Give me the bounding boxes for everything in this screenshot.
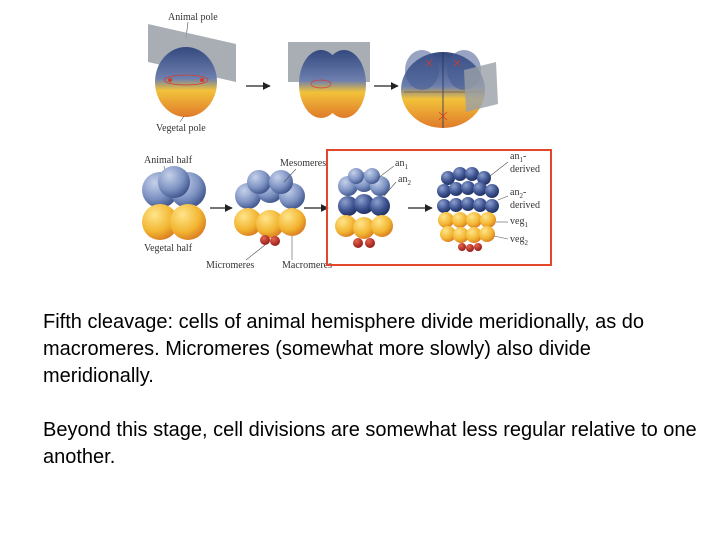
cleavage-plane-3 [464, 62, 498, 112]
embryo-cleavage-diagram [108, 0, 560, 296]
caption-paragraph-1: Fifth cleavage: cells of animal hemisphere divide meridionally, as do macromeres. Micromeres (somewhat more slowly) also divide meridionally. [43, 311, 645, 387]
first-cleavage-stage [148, 12, 236, 134]
caption-paragraph-2: Beyond this stage, cell divisions are somewhat less regular relative to one another. [43, 419, 697, 468]
an2-label: $an_2$ [398, 174, 411, 187]
four-cell-stage [401, 50, 498, 128]
micromeres-label: Micromeres [206, 260, 255, 271]
vegetal-half-label: Vegetal half [144, 243, 193, 254]
macromeres-label: Macromeres [282, 260, 332, 271]
an1-derived-label-2: derived [510, 164, 540, 175]
an1-label: $an_1$ [395, 158, 408, 171]
vegetal-pole-label: Vegetal pole [156, 123, 206, 134]
an2-derived-label-2: derived [510, 200, 540, 211]
animal-half-label: Animal half [144, 155, 193, 166]
veg1-label: veg$_1$ [510, 216, 528, 229]
an2-derived-label: $an_2-$ [510, 187, 527, 200]
mesomeres-label: Mesomeres [280, 158, 327, 169]
veg2-label: veg$_2$ [510, 234, 528, 247]
zygote [155, 47, 217, 117]
eight-cell-stage [142, 155, 206, 254]
sixteen-cell-stage [206, 158, 332, 271]
two-cell-stage [288, 42, 370, 118]
thirty-two-cell-stage [335, 158, 411, 248]
caption [43, 309, 703, 471]
sixty-four-cell-stage [437, 151, 540, 252]
animal-pole-label: Animal pole [168, 12, 218, 23]
an1-derived-label: $an_1-$ [510, 151, 527, 164]
